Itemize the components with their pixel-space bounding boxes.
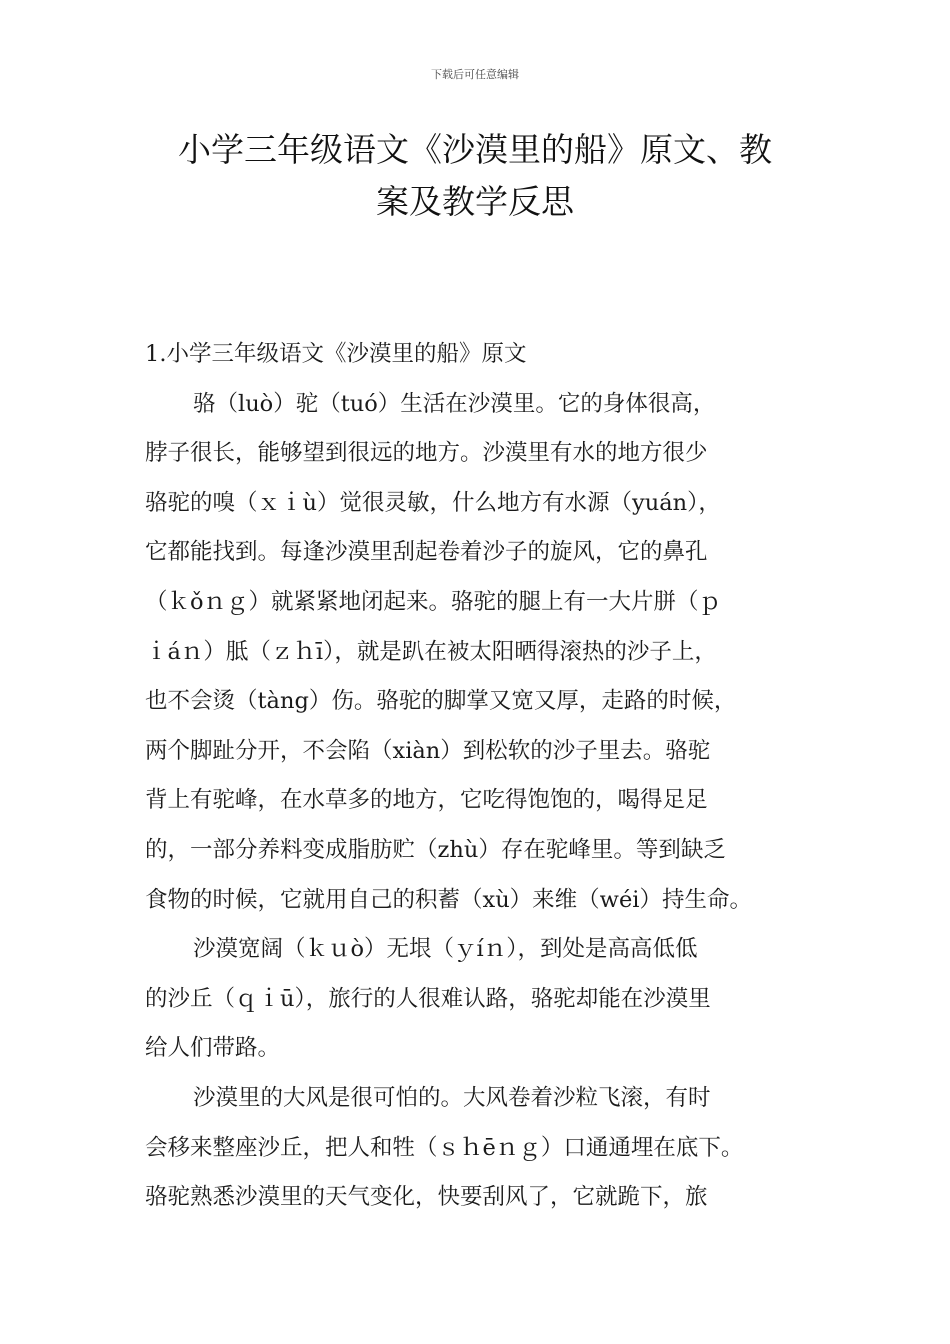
text-line: 骆（luò）驼（tuó）生活在沙漠里。它的身体很高， <box>193 390 716 417</box>
text-line: 背上有驼峰，在水草多的地方，它吃得饱饱的，喝得足足 <box>145 787 708 814</box>
text-line: 食物的时候，它就用自己的积蓄（xù）来维（wéi）持生命。 <box>145 886 752 913</box>
text-line: 骆驼的嗅（ｘｉù）觉很灵敏，什么地方有水源（yuán）， <box>145 489 721 516</box>
document-title <box>120 124 830 228</box>
text-line: 它都能找到。每逢沙漠里刮起卷着沙子的旋风，它的鼻孔 <box>145 539 708 566</box>
text-line: 会移来整座沙丘，把人和牲（ｓｈēｎｇ）口通通埋在底下。 <box>145 1134 744 1161</box>
text-line: 给人们带路。 <box>145 1035 281 1062</box>
text-line: 也不会烫（tàng）伤。骆驼的脚掌又宽又厚，走路的时候， <box>145 688 737 715</box>
header-note: 下载后可任意编辑 <box>431 68 519 81</box>
section-heading: 1.小学三年级语文《沙漠里的船》原文 <box>145 341 527 367</box>
text-line: 的沙丘（ｑｉū），旅行的人很难认路，骆驼却能在沙漠里 <box>145 985 711 1012</box>
title-line-2: 案及教学反思 <box>376 182 574 221</box>
text-line: 沙漠宽阔（ｋｕò）无垠（ｙíｎ），到处是高高低低 <box>193 936 698 963</box>
text-line: 骆驼熟悉沙漠里的天气变化，快要刮风了，它就跪下，旅 <box>145 1184 708 1211</box>
text-line: ｉáｎ）胝（ｚｈī），就是趴在被太阳晒得滚热的沙子上， <box>145 638 717 665</box>
text-line: 两个脚趾分开，不会陷（xiàn）到松软的沙子里去。骆驼 <box>145 737 711 764</box>
text-line: 脖子很长，能够望到很远的地方。沙漠里有水的地方很少 <box>145 440 708 467</box>
text-line: （ｋǒｎｇ）就紧紧地闭起来。骆驼的腿上有一大片胼（ｐ <box>145 588 722 615</box>
document-body <box>145 330 830 1223</box>
title-line-1: 小学三年级语文《沙漠里的船》原文、教 <box>178 130 772 169</box>
text-line: 的，一部分养料变成脂肪贮（zhù）存在驼峰里。等到缺乏 <box>145 836 726 863</box>
text-line: 沙漠里的大风是很可怕的。大风卷着沙粒飞滚，有时 <box>193 1084 711 1111</box>
